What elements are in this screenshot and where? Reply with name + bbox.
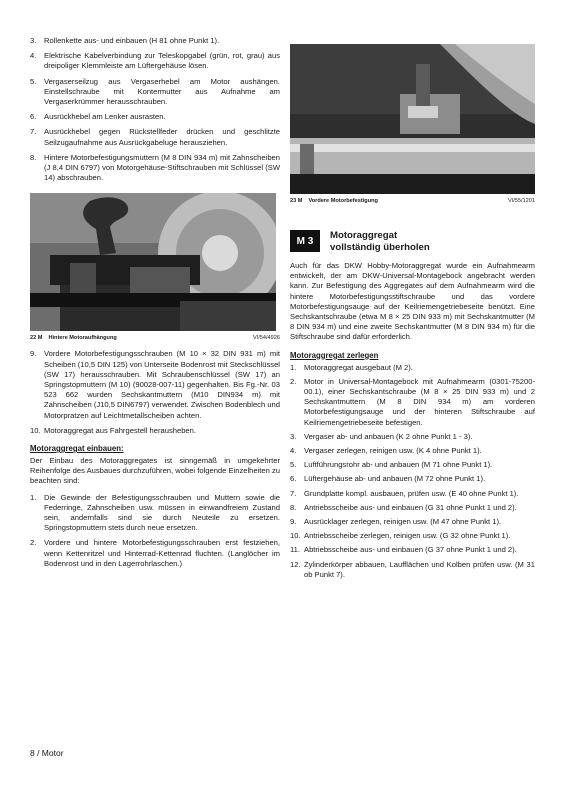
disassembly-heading: Motoraggregat zerlegen: [290, 350, 379, 360]
step-item: 11. Abtriebsscheibe aus- und einbauen (G 37 ohne Punkt 1 und 2).: [290, 545, 517, 555]
figure-caption: [290, 198, 535, 204]
step-item: 9. Vordere Motorbefestigungsschrauben (M 10 × 32 DIN 931 m) mit Scheiben (10,5 DIN 125) von Unterseite Bodenrost mit Steckschlüssel (SW 17) herausschrauben. Mit Schraubenschlüssel (SW 17) an Springstopmuttern (M 10) (90028-007-11) gegenhalten. Bis Fg.-Nr. 03 523 662 wurden Sechskantmuttern (M10 DIN934 m) mit Zahnscheiben (J10,5 DIN6797) verwendet. Zwischen Bodenblech und Motorpratzen auf Leichtmetallscheiben achten.: [30, 349, 280, 420]
step-item: 6. Lüftergehäuse ab- und anbauen (M 72 ohne Punkt 1).: [290, 474, 486, 484]
front-engine-mount-illustration: [290, 44, 535, 194]
section-intro: Auch für das DKW Hobby-Motoraggregat wurde ein Aufnahmearm entwickelt, der am DKW-Universal-Montagebock angebracht werden kann. Zur Befestigung des Aggregates auf dem Aufnahmearm wird die hintere Motorbefestigungsstiftschraube und das vordere Motorbefestigungsauge auf der Keilriemengetriebeseite benützt. Eine Sechskantschraube (etwa M 8 × 25 DIN 933 m) mit Sechskantmutter (M 8 DIN 934 m) und eine zweite Sechskantmutter (M 8 DIN 934 m) für die Stiftschraube sind dafür erforderlich.: [290, 261, 535, 342]
section-badge: M 3: [290, 230, 320, 252]
rear-engine-mount-illustration: [30, 193, 276, 331]
step-item: 12. Zylinderkörper abbauen, Laufflächen und Kolben prüfen usw. (M 31 ob Punkt 7).: [290, 559, 535, 579]
right-column: [290, 36, 535, 584]
disassembly-steps: [290, 363, 535, 580]
step-item: 2. Vordere und hintere Motorbefestigungsschrauben erst festziehen, wenn Kettenritzel und Hinterrad-Kettenrad fluchten. (Langlöcher im Bodenrost und in den Lagerrohrlaschen.): [30, 538, 280, 568]
section-header: [290, 230, 535, 253]
install-steps: [30, 493, 280, 569]
left-column: [30, 36, 280, 574]
step-item: 8. Hintere Motorbefestigungsmuttern (M 8 DIN 934 m) mit Zahnscheiben (J 8,4 DIN 6797) von Motorgehäuse-Stiftschrauben mit Schlüssel (SW 14) abschrauben.: [30, 152, 280, 183]
step-item: 5. Luftführungsrohr ab- und anbauen (M 71 ohne Punkt 1).: [290, 460, 493, 470]
figure-code: VI/54/4926: [252, 335, 280, 342]
step-item: 10. Motoraggregat aus Fahrgestell herausheben.: [30, 425, 196, 435]
front-engine-mount-photo: [290, 44, 535, 194]
step-item: 8. Antriebsscheibe aus- und einbauen (G 31 ohne Punkt 1 und 2).: [290, 502, 517, 512]
step-item: 2. Motor in Universal-Montagebock mit Aufnahmearm (0301-75200-00.1), einer Sechskantschraube (M 8 × 25 DIN 933 m) und 2 Sechskantmuttern (M 8 DIN 934 m) am vorderen Motorbefestigungsauge und der hinteren Stiftschraube auf Keilriemengetriebeseite befestigen.: [290, 376, 535, 427]
page-footer: 8 / Motor: [30, 748, 64, 758]
removal-steps-top: [30, 36, 280, 183]
figure-code: VI/55/1201: [507, 198, 535, 204]
figure-number: 22 M: [30, 335, 43, 342]
step-item: 7. Grundplatte kompl. ausbauen, prüfen usw. (E 40 ohne Punkt 1).: [290, 488, 519, 498]
figure-label: Vordere Motorbefestigung: [308, 198, 378, 204]
section-title: Motoraggregat vollständig überholen: [330, 230, 430, 253]
step-item: 1. Die Gewinde der Befestigungsschrauben und Muttern sowie die Federringe, Zahnscheiben usw. müssen in einwandfreiem Zustand sein, andernfalls sind sie durch Neuteile zu ersetzen. Springstopmuttern stets durch neue ersetzen.: [30, 492, 280, 533]
removal-steps-bottom: [30, 349, 280, 436]
step-item: 4. Elektrische Kabelverbindung zur Teleskopgabel (grün, rot, grau) aus dreipoliger Klemmleiste am Lüftergehäuse lösen.: [30, 51, 280, 71]
figure-label: Hintere Motoraufhängung: [48, 335, 117, 342]
step-item: 3. Vergaser ab- und anbauen (K 2 ohne Punkt 1 - 3).: [290, 431, 473, 441]
step-item: 10. Antriebsscheibe zerlegen, reinigen usw. (G 32 ohne Punkt 1).: [290, 531, 511, 541]
step-item: 4. Vergaser zerlegen, reinigen usw. (K 4 ohne Punkt 1).: [290, 446, 482, 456]
step-item: 3. Rollenkette aus- und einbauen (H 81 ohne Punkt 1).: [30, 36, 220, 45]
step-item: 5. Vergaserseilzug aus Vergaserhebel am Motor aushängen. Einstellschraube mit Kontermutter aus Aufnahme am Vergaserkrümmer herausschrauben.: [30, 76, 280, 107]
install-intro: Der Einbau des Motoraggregates ist sinngemäß in umgekehrter Reihenfolge des Ausbaues durchzuführen, wobei folgende Einzelheiten zu beachten sind:: [30, 456, 280, 486]
install-heading: Motoraggregat einbauen:: [30, 444, 124, 454]
step-item: 9. Ausrücklager zerlegen, reinigen usw. (M 47 ohne Punkt 1).: [290, 517, 502, 527]
step-item: 6. Ausrückhebel am Lenker ausrasten.: [30, 112, 166, 122]
rear-engine-mount-photo: [30, 193, 276, 331]
figure-number: 23 M: [290, 198, 303, 204]
step-item: 1. Motoraggregat ausgebaut (M 2).: [290, 362, 413, 372]
step-item: 7. Ausrückhebel gegen Rückstellfeder drücken und geschlitzte Seilzugaufnahme aus Ausrückgabeluge herausziehen.: [30, 127, 280, 147]
figure-caption: [30, 335, 280, 341]
